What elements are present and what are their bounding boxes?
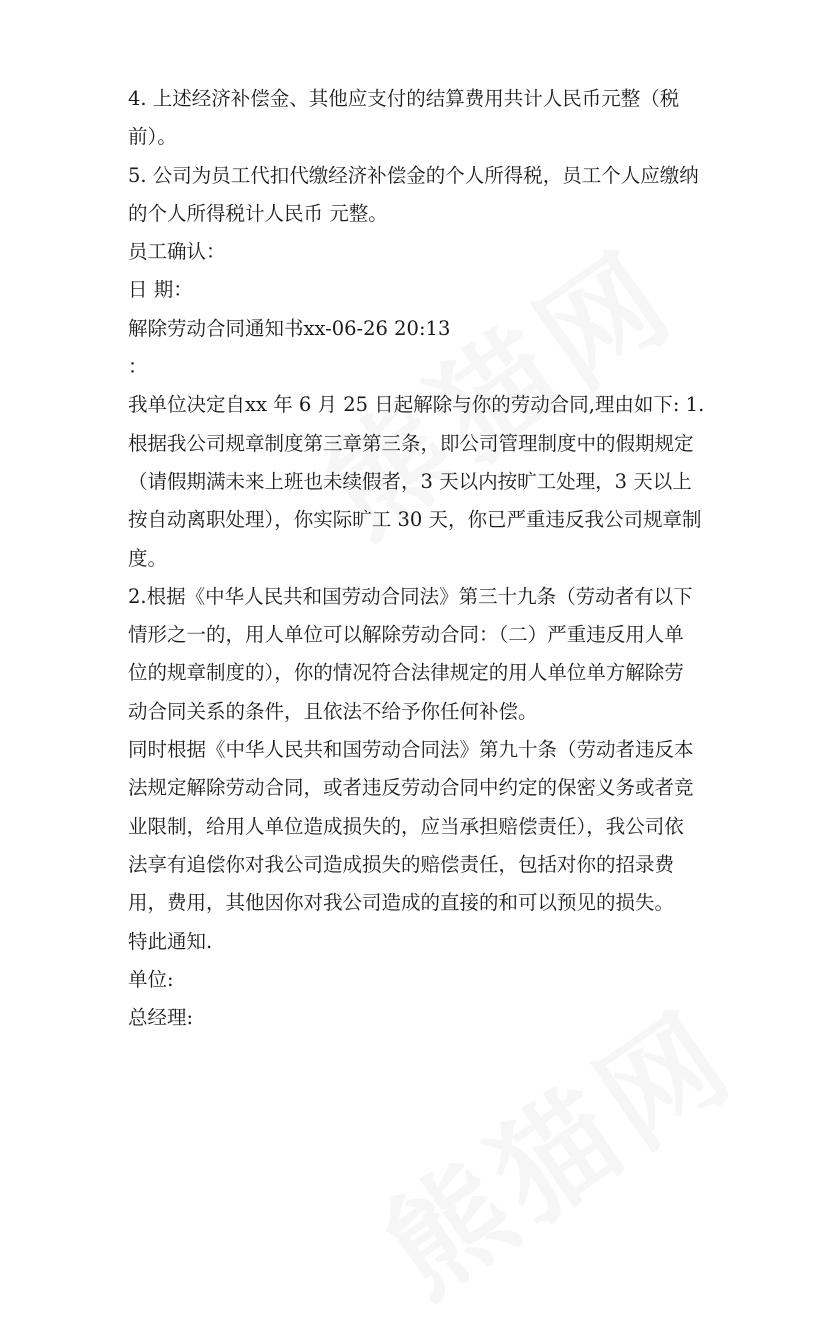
text-line: （请假期满未来上班也未续假者，3 天以内按旷工处理，3 天以上	[128, 469, 692, 493]
text-line: 我单位决定自xx 年 6 月 25 日起解除与你的劳动合同,理由如下: 1.	[128, 393, 705, 417]
text-line: 法规定解除劳动合同，或者违反劳动合同中约定的保密义务或者竞	[128, 776, 694, 800]
text-line: 用，费用，其他因你对我公司造成的直接的和可以预见的损失。	[128, 891, 675, 915]
text-line: 前）。	[128, 125, 177, 149]
text-line: 业限制，给用人单位造成损失的，应当承担赔偿责任），我公司依	[128, 814, 684, 838]
general-manager-label: 总经理:	[128, 1006, 194, 1030]
notice-closing: 特此通知.	[128, 929, 213, 953]
text-line: 根据我公司规章制度第三章第三条，即公司管理制度中的假期规定	[128, 431, 694, 455]
text-line: 按自动离职处理），你实际旷工 30 天，你已严重违反我公司规章制	[128, 508, 702, 532]
text-line: 法享有追偿你对我公司造成损失的赔偿责任，包括对你的招录费	[128, 852, 675, 876]
text-line: 同时根据《中华人民共和国劳动合同法》第九十条（劳动者违反本	[128, 738, 694, 762]
company-label: 单位:	[128, 967, 174, 991]
text-line: 5. 公司为员工代扣代缴经济补偿金的个人所得税，员工个人应缴纳	[128, 163, 699, 187]
text-line: 动合同关系的条件，且依法不给予你任何补偿。	[128, 699, 538, 723]
text-line: 位的规章制度的），你的情况符合法律规定的用人单位单方解除劳	[128, 661, 684, 685]
employee-confirm-label: 员工确认：	[128, 240, 226, 264]
text-line: ：	[128, 355, 148, 379]
text-line: 情形之一的，用人单位可以解除劳动合同：（二）严重违反用人单	[128, 623, 684, 647]
text-line: 2.根据《中华人民共和国劳动合同法》第三十九条（劳动者有以下	[128, 584, 693, 608]
date-label: 日 期：	[128, 278, 193, 302]
notice-title: 解除劳动合同通知书xx-06-26 20:13	[128, 316, 451, 340]
text-line: 度。	[128, 546, 168, 570]
document-body	[128, 80, 708, 1037]
text-line: 4. 上述经济补偿金、其他应支付的结算费用共计人民币元整（税	[128, 87, 680, 110]
text-line: 的个人所得税计人民币 元整。	[128, 201, 388, 225]
